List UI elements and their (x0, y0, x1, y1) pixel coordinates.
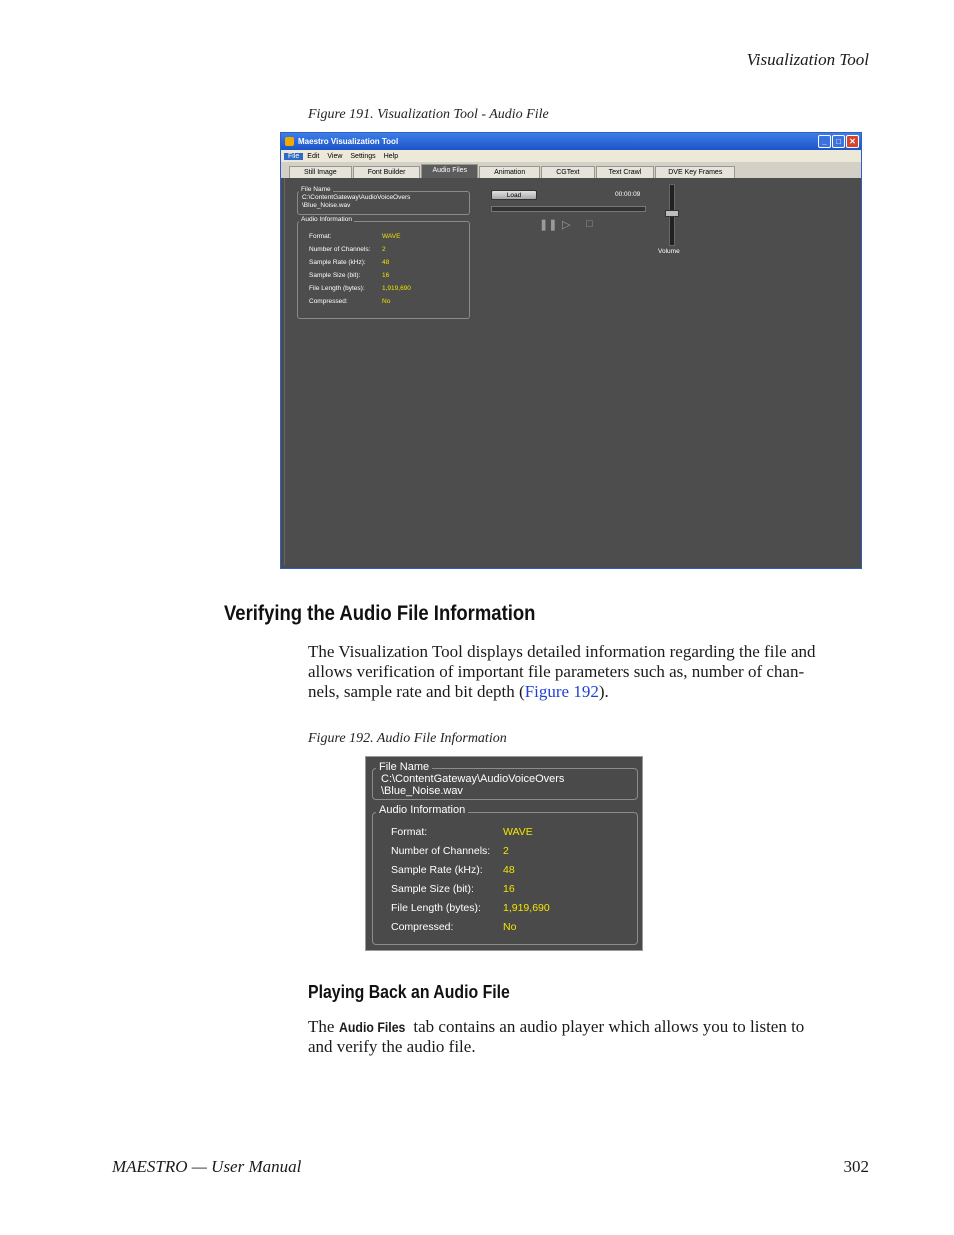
info-label-file-length: File Length (bytes): (391, 902, 481, 914)
file-name-label: File Name (376, 761, 432, 773)
subsection-line-1-end: tab contains an audio player which allows you to listen to (409, 1017, 805, 1036)
play-icon[interactable]: ▷ (562, 219, 571, 231)
info-value-sample-rate: 48 (382, 259, 390, 266)
paragraph-line-3-start: nels, sample rate and bit depth ( (308, 682, 525, 701)
audio-info-label: Audio Information (301, 216, 352, 223)
tab-dve-key-frames[interactable]: DVE Key Frames (655, 166, 735, 178)
close-icon[interactable]: ✕ (846, 135, 859, 148)
figure-192-caption: Figure 192. Audio File Information (308, 731, 507, 746)
figure-191-caption: Figure 191. Visualization Tool - Audio File (308, 107, 549, 122)
playback-time: 00:00:09 (615, 191, 641, 198)
tab-animation[interactable]: Animation (479, 166, 540, 178)
info-label-channels: Number of Channels: (391, 845, 491, 857)
playback-progress-bar[interactable] (491, 206, 646, 212)
info-label-format: Format: (391, 826, 428, 838)
menu-settings[interactable]: Settings (350, 152, 376, 160)
page-number: 302 (843, 1157, 869, 1176)
file-path-line-1: C:\ContentGateway\AudioVoiceOvers (381, 773, 565, 785)
volume-slider-handle[interactable] (665, 210, 679, 217)
footer-manual-title: MAESTRO — User Manual (112, 1157, 302, 1176)
window-titlebar (281, 133, 861, 150)
info-value-channels: 2 (503, 845, 509, 857)
info-label-compressed: Compressed: (309, 298, 348, 305)
tab-text-crawl[interactable]: Text Crawl (596, 166, 655, 178)
paragraph-line-1: The Visualization Tool displays detailed information regarding the file and (308, 642, 816, 661)
info-label-file-length: File Length (bytes): (309, 285, 365, 292)
paragraph-line-3-end: ). (598, 682, 609, 701)
app-icon (285, 137, 294, 146)
audio-files-panel (284, 178, 858, 565)
info-value-compressed: No (382, 298, 391, 305)
tab-still-image[interactable]: Still Image (289, 166, 352, 178)
paragraph-line-3 (308, 682, 878, 702)
file-path-line-2: \Blue_Noise.wav (302, 202, 351, 209)
minimize-icon[interactable]: _ (818, 135, 831, 148)
info-label-sample-size: Sample Size (bit): (391, 883, 474, 895)
pause-icon[interactable]: ❚❚ (539, 219, 558, 231)
figure-192-link[interactable]: Figure 192 (524, 682, 599, 701)
subsection-heading: Playing Back an Audio File (308, 982, 510, 1002)
info-value-sample-rate: 48 (503, 864, 515, 876)
maximize-icon[interactable]: □ (832, 135, 845, 148)
section-heading: Verifying the Audio File Information (224, 602, 536, 625)
paragraph-line-2: allows verification of important file parameters such as, number of chan- (308, 662, 805, 681)
window-buttons (818, 135, 859, 148)
info-value-channels: 2 (382, 246, 386, 253)
file-path-line-1: C:\ContentGateway\AudioVoiceOvers (302, 194, 411, 201)
info-value-compressed: No (503, 921, 517, 933)
window-title: Maestro Visualization Tool (298, 137, 399, 146)
audio-file-information-panel (365, 756, 643, 951)
info-value-format: WAVE (382, 233, 401, 240)
info-value-format: WAVE (503, 826, 533, 838)
audio-files-ui-term: Audio Files (338, 1019, 406, 1035)
subsection-paragraph (308, 1017, 878, 1057)
info-label-channels: Number of Channels: (309, 246, 371, 253)
subsection-line-2: and verify the audio file. (308, 1037, 476, 1056)
info-value-file-length: 1,919,690 (503, 902, 550, 914)
info-value-sample-size: 16 (503, 883, 515, 895)
info-label-sample-size: Sample Size (bit): (309, 272, 361, 279)
file-path-line-2: \Blue_Noise.wav (381, 785, 463, 797)
info-label-sample-rate: Sample Rate (kHz): (309, 259, 366, 266)
info-value-sample-size: 16 (382, 272, 390, 279)
stop-icon[interactable]: □ (586, 218, 593, 230)
visualization-tool-window (280, 132, 862, 569)
volume-label: Volume (658, 248, 680, 255)
menu-bar (281, 150, 861, 162)
info-value-file-length: 1,919,690 (382, 285, 411, 292)
file-name-label: File Name (301, 186, 331, 193)
running-header: Visualization Tool (746, 50, 869, 69)
tab-font-builder[interactable]: Font Builder (353, 166, 421, 178)
menu-view[interactable]: View (327, 152, 343, 160)
tab-audio-files[interactable]: Audio Files (421, 164, 478, 178)
info-label-compressed: Compressed: (391, 921, 454, 933)
info-label-format: Format: (309, 233, 332, 240)
menu-file[interactable]: File (284, 153, 303, 160)
tab-cgtext[interactable]: CGText (541, 166, 594, 178)
section-paragraph (308, 642, 878, 702)
info-label-sample-rate: Sample Rate (kHz): (391, 864, 483, 876)
menu-help[interactable]: Help (383, 152, 399, 160)
menu-edit[interactable]: Edit (307, 152, 320, 160)
tab-bar (281, 162, 861, 178)
subsection-line-1-start: The (308, 1017, 339, 1036)
subsection-line-1 (308, 1017, 878, 1037)
load-button[interactable]: Load (491, 190, 537, 200)
audio-info-label: Audio Information (376, 804, 468, 816)
